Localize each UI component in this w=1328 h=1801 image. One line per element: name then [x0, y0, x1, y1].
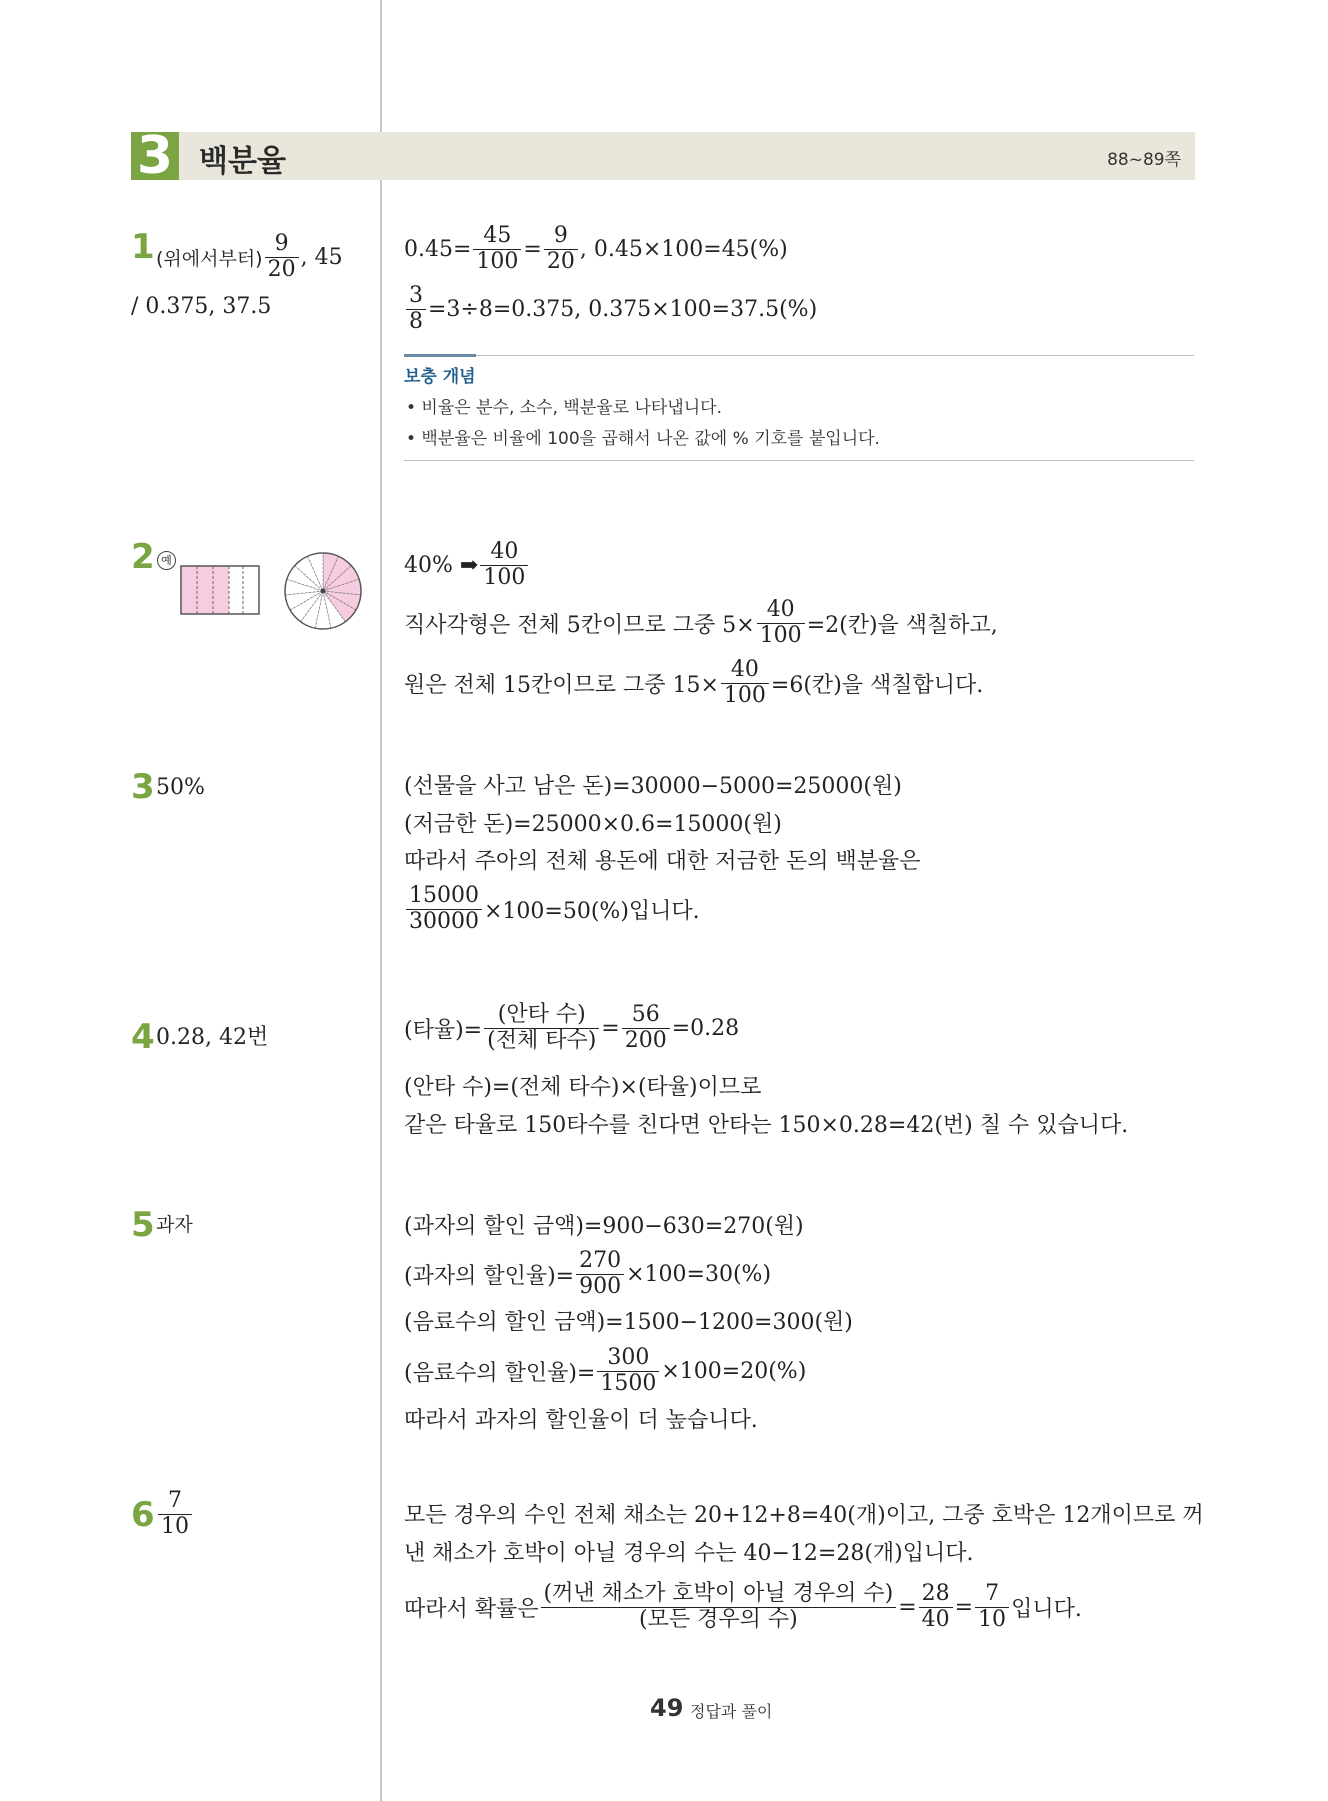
concept-bullet: • 비율은 분수, 소수, 백분율로 나타냅니다. [406, 398, 723, 418]
example-mark: 예 [157, 551, 176, 570]
concept-top-rule [404, 355, 1194, 356]
solution-line: 40% ➡ $\frac{40}{100}$ [404, 540, 530, 590]
fraction: $\frac{3}{8}$ [406, 284, 426, 334]
solution-line: 따라서 과자의 할인율이 더 높습니다. [404, 1408, 758, 1433]
fraction: $\frac{40}{100}$ [721, 658, 769, 708]
solution-line: (음료수의 할인율)= $\frac{300}{1500}$ ×100=20(%) [404, 1345, 807, 1396]
question-number: 4 [131, 1017, 155, 1057]
fraction: $\frac{\text{(안타 수)}}{\text{(전체 타수)}}$ [484, 1003, 599, 1053]
solution-line: (안타 수)=(전체 타수)×(타율)이므로 [404, 1075, 762, 1100]
solution-line: 따라서 확률은 $\frac{\text{(꺼낸 채소가 호박이 아닐 경우의 수)}}{\text{(모든 경우의 수)}}$ = $\frac{28}{40}$ = $\frac{7}{10}$ 입니다. [404, 1581, 1082, 1632]
answer-q1 [156, 232, 343, 282]
solution-line: 낸 채소가 호박이 아닐 경우의 수는 40−12=28(개)입니다. [404, 1541, 974, 1566]
solution-line: 모든 경우의 수인 전체 채소는 20+12+8=40(개)이고, 그중 호박은 12개이므로 꺼 [404, 1503, 1204, 1528]
section-header [131, 132, 1195, 180]
section-title: 백분율 [199, 144, 286, 179]
fraction: $\frac{9}{20}$ [265, 232, 299, 282]
solution-line: (선물을 사고 남은 돈)=30000−5000=25000(원) [404, 774, 902, 799]
answer-q1-line2: / 0.375, 37.5 [131, 294, 272, 319]
answer-q4: 0.28, 42번 [156, 1025, 269, 1050]
circle-center [321, 589, 326, 594]
solution-line: 0.45= $\frac{45}{100}$ = $\frac{9}{20}$ , 0.45×100=45(%) [404, 223, 788, 274]
fraction: $\frac{56}{200}$ [622, 1003, 670, 1053]
solution-line: 같은 타율로 150타수를 친다면 안타는 150×0.28=42(번) 칠 수 있습니다. [404, 1113, 1129, 1138]
section-number: 3 [131, 132, 179, 180]
solution-line: 따라서 주아의 전체 용돈에 대한 저금한 돈의 백분율은 [404, 849, 921, 874]
fraction: $\frac{7}{10}$ [158, 1489, 192, 1539]
concept-title: 보충 개념 [404, 367, 476, 387]
solution-line: (음료수의 할인 금액)=1500−1200=300(원) [404, 1310, 853, 1335]
fraction: $\frac{9}{20}$ [544, 224, 578, 274]
circle-diagram [283, 551, 363, 631]
solution-line: (과자의 할인율)= $\frac{270}{900}$ ×100=30(%) [404, 1248, 772, 1299]
solution-line: (과자의 할인 금액)=900−630=270(원) [404, 1214, 804, 1239]
rectangle-diagram [180, 565, 260, 615]
fraction: $\frac{\text{(꺼낸 채소가 호박이 아닐 경우의 수)}}{\text{(모든 경우의 수)}}$ [541, 1582, 897, 1632]
footer-label: 정답과 풀이 [690, 1702, 773, 1721]
question-number: 2 [131, 537, 155, 577]
fraction: $\frac{28}{40}$ [919, 1582, 953, 1632]
question-number: 6 [131, 1495, 155, 1535]
answer-q5: 과자 [156, 1214, 193, 1236]
concept-accent-bar [404, 354, 476, 357]
question-number: 3 [131, 767, 155, 807]
fraction: $\frac{270}{900}$ [576, 1249, 624, 1299]
solution-line: 직사각형은 전체 5칸이므로 그중 5× $\frac{40}{100}$ =2(칸)을 색칠하고, [404, 597, 998, 648]
question-number: 5 [131, 1205, 155, 1245]
answer-prefix: (위에서부터) [156, 247, 263, 270]
fraction: $\frac{40}{100}$ [480, 540, 528, 590]
concept-bottom-rule [404, 460, 1194, 461]
concept-bullet: • 백분율은 비율에 100을 곱해서 나온 값에 % 기호를 붙입니다. [406, 429, 880, 449]
fraction: $\frac{45}{100}$ [473, 224, 521, 274]
page-range: 88~89쪽 [1107, 150, 1181, 170]
answer-q3: 50% [156, 775, 205, 800]
solution-line: $\frac{3}{8}$ =3÷8=0.375, 0.375×100=37.5(%) [404, 284, 817, 334]
solution-line: (타율)= $\frac{\text{(안타 수)}}{\text{(전체 타수)}}$ = $\frac{56}{200}$ =0.28 [404, 1002, 740, 1053]
solution-line: (저금한 돈)=25000×0.6=15000(원) [404, 812, 782, 837]
fraction: $\frac{7}{10}$ [975, 1582, 1009, 1632]
page-number: 49 [650, 1694, 684, 1722]
column-divider [380, 0, 382, 1801]
fraction: $\frac{300}{1500}$ [597, 1346, 659, 1396]
solution-line: 원은 전체 15칸이므로 그중 15× $\frac{40}{100}$ =6(칸)을 색칠합니다. [404, 657, 984, 708]
fraction: $\frac{40}{100}$ [757, 598, 805, 648]
fraction: $\frac{15000}{30000}$ [406, 884, 482, 934]
question-number: 1 [131, 227, 155, 267]
answer-rest: , 45 [300, 244, 343, 270]
solution-line: $\frac{15000}{30000}$ ×100=50(%)입니다. [404, 884, 700, 934]
answer-q6 [156, 1489, 194, 1539]
